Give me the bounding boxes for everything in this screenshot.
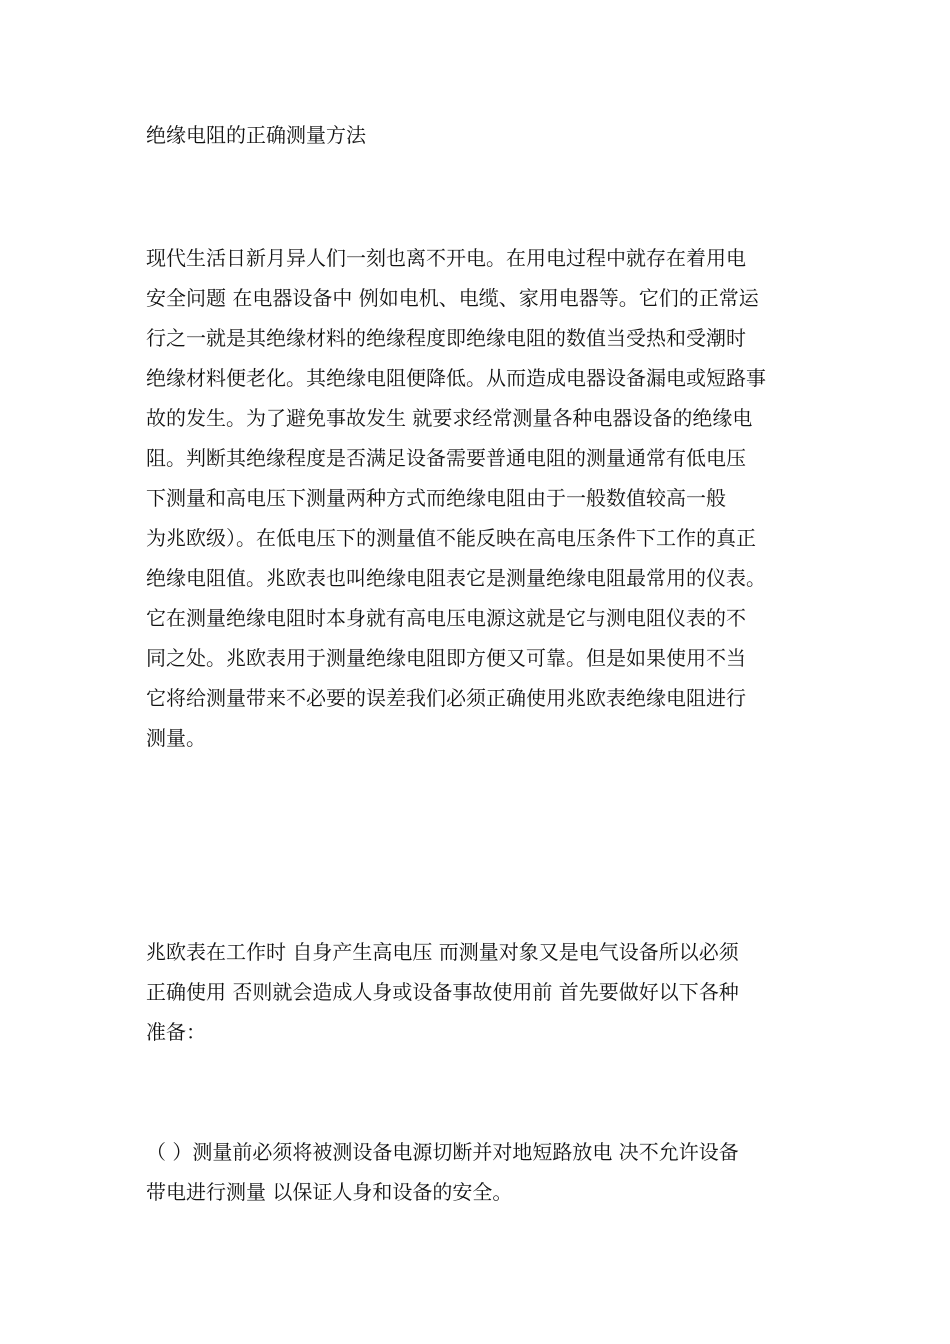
text-line: 它将给测量带来不必要的误差我们必须正确使用兆欧表绝缘电阻进行 bbox=[146, 686, 746, 710]
text-line: 行之一就是其绝缘材料的绝缘程度即绝缘电阻的数值当受热和受潮时 bbox=[146, 326, 746, 350]
text-line: 下测量和高电压下测量两种方式而绝缘电阻由于一般数值较高一般 bbox=[146, 486, 726, 510]
text-line: 它在测量绝缘电阻时本身就有高电压电源这就是它与测电阻仪表的不 bbox=[146, 606, 746, 630]
document-title: 绝缘电阻的正确测量方法 bbox=[146, 123, 366, 147]
paragraph-preparation bbox=[146, 932, 846, 1052]
text-line: 准备： bbox=[146, 1020, 206, 1044]
text-line: （ ）测量前必须将被测设备电源切断并对地短路放电 决不允许设备 bbox=[146, 1140, 739, 1164]
text-line: 安全问题 在电器设备中 例如电机、电缆、家用电器等。它们的正常运 bbox=[146, 286, 759, 310]
text-line: 现代生活日新月异人们一刻也离不开电。在用电过程中就存在着用电 bbox=[146, 246, 746, 270]
text-line: 正确使用 否则就会造成人身或设备事故使用前 首先要做好以下各种 bbox=[146, 980, 739, 1004]
text-line: 带电进行测量 以保证人身和设备的安全。 bbox=[146, 1180, 513, 1204]
text-line: 绝缘电阻值。兆欧表也叫绝缘电阻表它是测量绝缘电阻最常用的仪表。 bbox=[146, 566, 766, 590]
text-line: 绝缘材料便老化。其绝缘电阻便降低。从而造成电器设备漏电或短路事 bbox=[146, 366, 766, 390]
text-line: 阻。判断其绝缘程度是否满足设备需要普通电阻的测量通常有低电压 bbox=[146, 446, 746, 470]
text-line: 兆欧表在工作时 自身产生高电压 而测量对象又是电气设备所以必须 bbox=[146, 940, 739, 964]
text-line: 为兆欧级）。在低电压下的测量值不能反映在高电压条件下工作的真正 bbox=[146, 526, 756, 550]
text-line: 测量。 bbox=[146, 726, 206, 750]
paragraph-step-one bbox=[146, 1132, 846, 1212]
text-line: 同之处。兆欧表用于测量绝缘电阻即方便又可靠。但是如果使用不当 bbox=[146, 646, 746, 670]
text-line: 故的发生。为了避免事故发生 就要求经常测量各种电器设备的绝缘电 bbox=[146, 406, 753, 430]
paragraph-intro bbox=[146, 238, 846, 758]
